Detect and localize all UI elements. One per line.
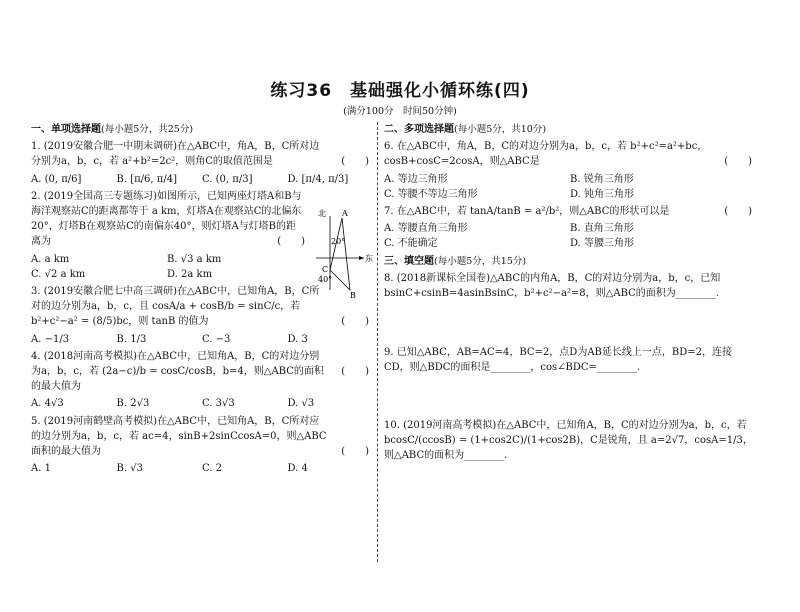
option-a[interactable]: A. (0, π/6] bbox=[31, 173, 82, 185]
answer-space[interactable] bbox=[384, 376, 756, 416]
left-column bbox=[31, 122, 373, 476]
options bbox=[31, 396, 373, 411]
question-text: 8. (2018新课标全国卷)△ABC的内角A，B，C的对边分别为a，b，c，已知 bsinC+csinB=4asinBsinC，b²+c²−a²=8，则△ABC的面积为________. bbox=[384, 272, 721, 300]
option-b[interactable]: B. 直角三角形 bbox=[570, 223, 634, 235]
label-north: 北 bbox=[318, 209, 326, 218]
options bbox=[384, 172, 756, 202]
section-title: 一、单项选择题 bbox=[31, 124, 101, 135]
option-d[interactable]: D. 3 bbox=[287, 333, 308, 345]
page-title: 练习36 基础强化小循环练(四) bbox=[270, 81, 530, 101]
question-10 bbox=[384, 418, 756, 464]
section-heading bbox=[384, 122, 756, 137]
option-c[interactable]: C. 3√3 bbox=[202, 398, 235, 410]
options bbox=[384, 221, 756, 251]
option-c[interactable]: C. −3 bbox=[202, 333, 231, 345]
option-a[interactable]: A. 1 bbox=[31, 463, 51, 475]
option-d[interactable]: D. 钝角三角形 bbox=[570, 188, 635, 200]
answer-space[interactable] bbox=[384, 301, 756, 343]
question-text: 7. 在△ABC中，若 tanA/tanB = a²/b²，则△ABC的形状可以是 bbox=[384, 206, 670, 218]
question-text: 5. (2019河南鹤壁高考模拟)在△ABC中，已知角A，B，C所对应的边分别为a，b，c，若 ac=4，sinB+2sinCcosA=0，则△ABC面积的最大值为 bbox=[31, 415, 327, 458]
question-5 bbox=[31, 414, 373, 477]
section-note: (每小题5分，共25分) bbox=[101, 124, 194, 135]
question-text: 6. 在△ABC中，角A，B，C的对边分别为a，b，c，若 b²+c²=a²+bc，cosB+cosC=2cosA，则△ABC是 bbox=[384, 141, 708, 168]
answer-paren[interactable]: ( ) bbox=[341, 316, 369, 328]
options bbox=[31, 172, 373, 187]
option-d[interactable]: D. 2a km bbox=[167, 268, 213, 280]
option-c[interactable]: C. 等腰不等边三角形 bbox=[384, 188, 478, 200]
question-text: 10. (2019河南高考模拟)在△ABC中，已知角A，B，C的对边分别为a，b，c，若 bcosC/(ccosB) = (1+cos2C)/(1+cos2B)，C是锐角，且 a=2√7，cosA=1/3，则△ABC的面积为________. bbox=[384, 419, 753, 462]
option-b[interactable]: B. 锐角三角形 bbox=[570, 173, 634, 185]
option-c[interactable]: C. 2 bbox=[202, 463, 223, 475]
segment-cb bbox=[330, 270, 350, 290]
label-east: 东 bbox=[365, 254, 373, 263]
column-divider bbox=[377, 122, 378, 562]
answer-paren[interactable]: ( ) bbox=[277, 235, 305, 247]
question-text: 2. (2019全国高三专题练习)如图所示，已知两座灯塔A和B与海洋观察站C的距离都等于 a km，灯塔A在观察站C的北偏东20°，灯塔B在观察站C的南偏东40°，则灯塔A与灯塔B的距离为 bbox=[31, 190, 302, 248]
east-arrow-icon bbox=[359, 256, 364, 260]
section-heading bbox=[384, 254, 756, 269]
option-b[interactable]: B. 1/3 bbox=[116, 333, 147, 345]
section-note: (每小题5分，共15分) bbox=[434, 255, 527, 267]
label-c: C bbox=[322, 265, 329, 274]
question-7 bbox=[384, 204, 756, 252]
question-4 bbox=[31, 349, 373, 412]
question-text: 1. (2019安徽合肥一中期末调研)在△ABC中，角A，B，C所对边分别为a，b，c，若 a²+b²=2c²，则角C的取值范围是 bbox=[31, 141, 320, 168]
section-title: 二、多项选择题 bbox=[384, 124, 454, 135]
option-a[interactable]: A. −1/3 bbox=[31, 333, 70, 345]
option-c[interactable]: C. 不能确定 bbox=[384, 238, 438, 250]
option-b[interactable]: B. √3 bbox=[116, 463, 143, 475]
segment-ab bbox=[342, 218, 350, 290]
option-a[interactable]: A. a km bbox=[31, 253, 70, 265]
option-d[interactable]: D. √3 bbox=[287, 398, 315, 410]
option-a[interactable]: A. 4√3 bbox=[31, 398, 64, 410]
answer-paren[interactable]: ( ) bbox=[341, 365, 369, 377]
option-a[interactable]: A. 等边三角形 bbox=[384, 173, 448, 185]
option-b[interactable]: B. √3 a km bbox=[167, 253, 222, 265]
options bbox=[31, 332, 373, 347]
option-a[interactable]: A. 等腰直角三角形 bbox=[384, 223, 468, 235]
options bbox=[31, 461, 373, 476]
label-b: B bbox=[350, 291, 356, 300]
option-b[interactable]: B. [π/6, π/4] bbox=[116, 173, 177, 185]
section-heading bbox=[31, 122, 373, 137]
option-c[interactable]: C. (0, π/3] bbox=[202, 173, 253, 185]
label-a: A bbox=[342, 209, 348, 218]
answer-paren[interactable]: ( ) bbox=[724, 206, 752, 218]
option-d[interactable]: D. 4 bbox=[287, 463, 308, 475]
option-b[interactable]: B. 2√3 bbox=[116, 398, 150, 410]
question-9 bbox=[384, 345, 756, 375]
question-8 bbox=[384, 271, 756, 301]
option-d[interactable]: D. 等腰三角形 bbox=[570, 238, 635, 250]
section-note: (每小题5分，共10分) bbox=[454, 124, 547, 135]
section-title: 三、填空题 bbox=[384, 255, 434, 267]
question-text: 3. (2019安徽合肥七中高三调研)在△ABC中，已知角A，B，C所对的边分别为a，b，c，且 cosA/a + cosB/b = sinC/c，若 b²+c²−a² = (8/5)bc，则 tanB 的值为 bbox=[31, 286, 320, 328]
page-subtitle: (满分100分 时间50分钟) bbox=[343, 106, 457, 117]
question-6 bbox=[384, 139, 756, 202]
label-angle-40: 40° bbox=[318, 275, 333, 284]
question-1 bbox=[31, 139, 373, 187]
lighthouse-figure bbox=[312, 208, 372, 298]
right-column bbox=[384, 122, 756, 463]
label-angle-20: 20° bbox=[331, 237, 346, 246]
answer-paren[interactable]: ( ) bbox=[724, 156, 752, 168]
option-d[interactable]: D. [π/4, π/3] bbox=[287, 173, 349, 185]
answer-paren[interactable]: ( ) bbox=[341, 445, 369, 457]
question-text: 4. (2018河南高考模拟)在△ABC中，已知角A，B，C的对边分别为a，b，c，若 (2a−c)/b = cosC/cosB，b=4，则△ABC的面积的最大值为 bbox=[31, 350, 324, 393]
answer-paren[interactable]: ( ) bbox=[341, 156, 369, 168]
question-text: 9. 已知△ABC，AB=AC=4，BC=2，点D为AB延长线上一点，BD=2，连接CD，则△BDC的面积是________，cos∠BDC=________. bbox=[384, 347, 733, 374]
option-c[interactable]: C. √2 a km bbox=[31, 268, 86, 280]
